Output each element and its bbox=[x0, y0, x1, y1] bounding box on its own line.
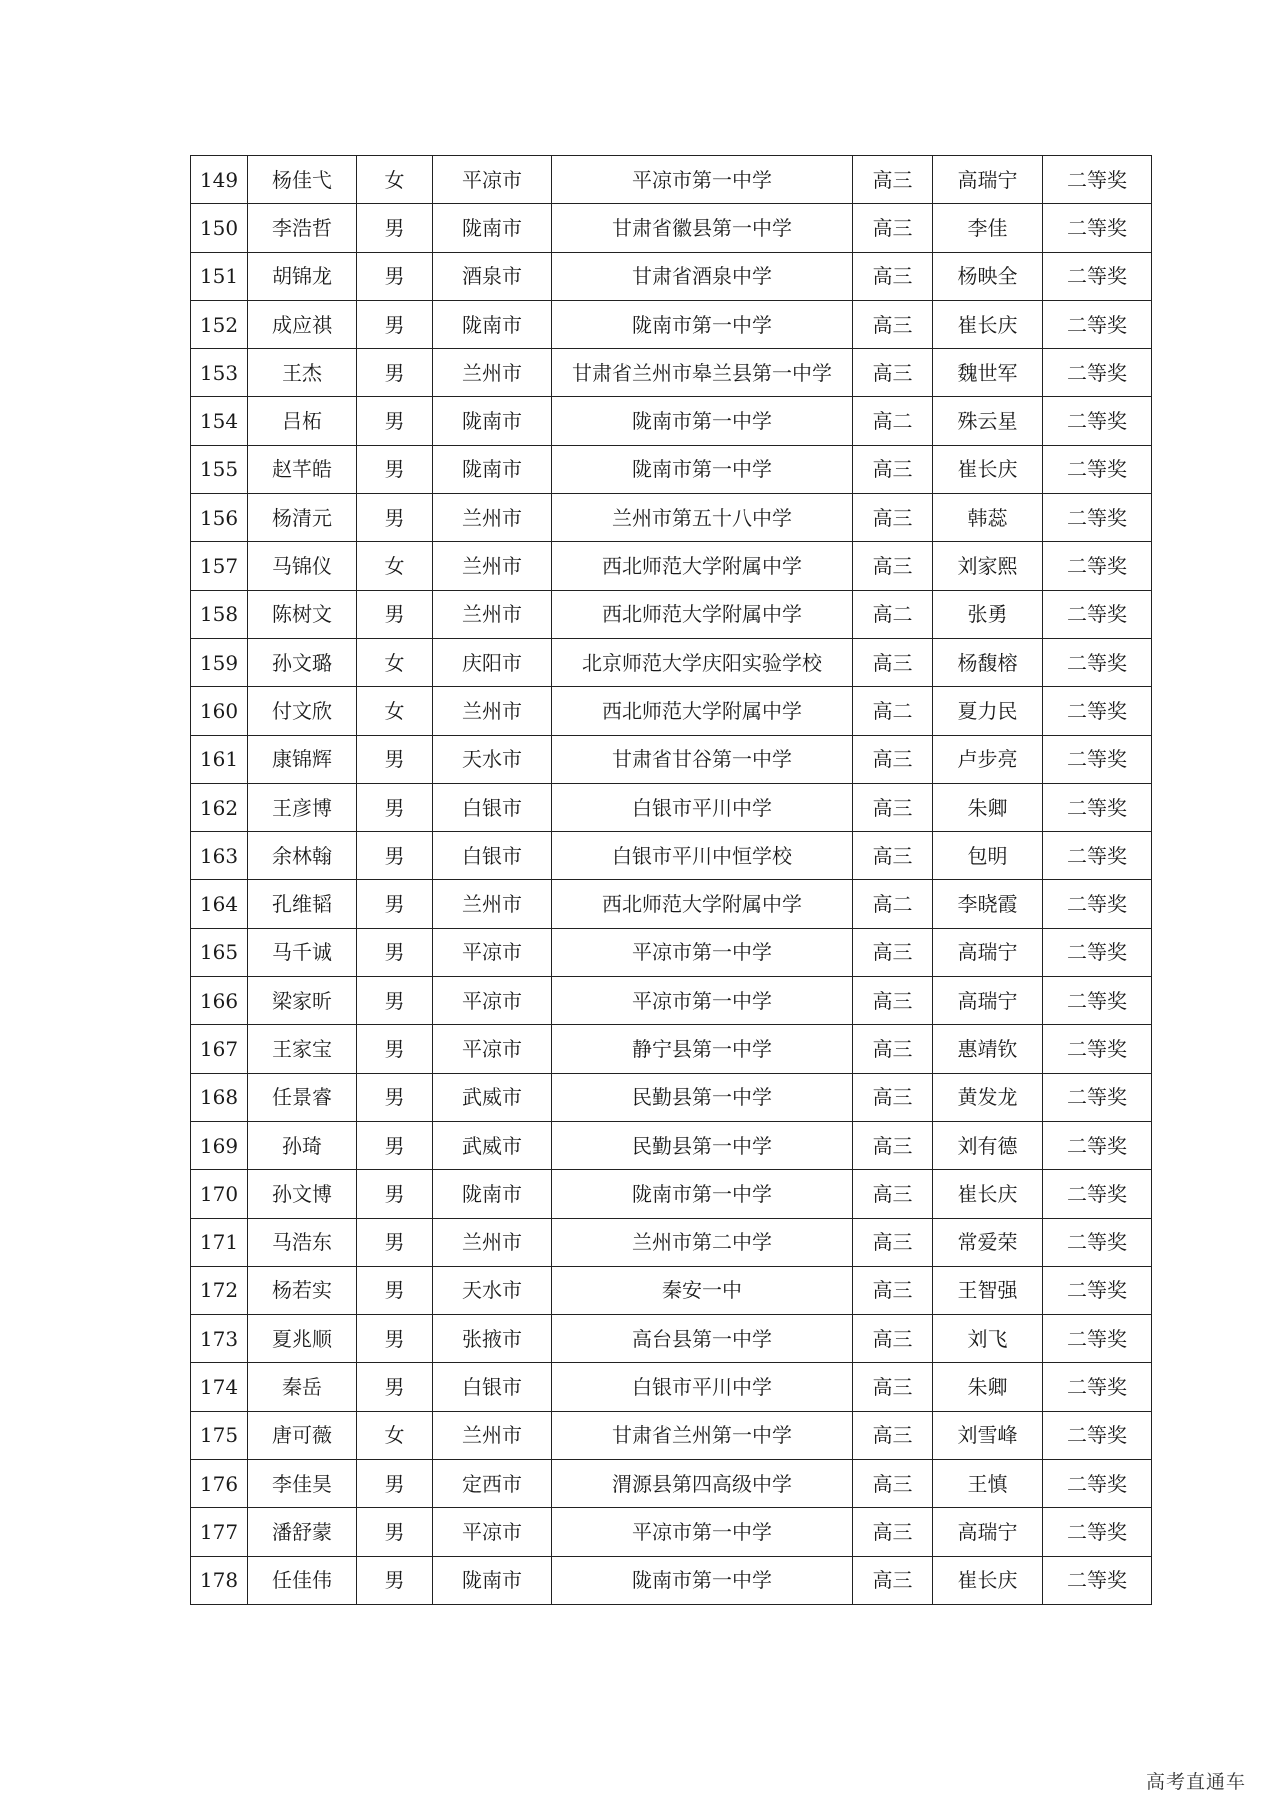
cell-grade: 高二 bbox=[853, 687, 933, 735]
cell-school: 陇南市第一中学 bbox=[552, 445, 853, 493]
cell-award: 二等奖 bbox=[1043, 204, 1152, 252]
cell-school: 平凉市第一中学 bbox=[552, 156, 853, 204]
cell-school: 兰州市第二中学 bbox=[552, 1218, 853, 1266]
cell-teacher: 黄发龙 bbox=[933, 1073, 1043, 1121]
cell-school: 白银市平川中学 bbox=[552, 1363, 853, 1411]
cell-grade: 高三 bbox=[853, 1315, 933, 1363]
cell-number: 151 bbox=[191, 252, 248, 300]
cell-award: 二等奖 bbox=[1043, 1121, 1152, 1169]
table-row bbox=[191, 397, 1152, 445]
table-row bbox=[191, 1363, 1152, 1411]
cell-teacher: 高瑞宁 bbox=[933, 977, 1043, 1025]
cell-school: 兰州市第五十八中学 bbox=[552, 494, 853, 542]
cell-award: 二等奖 bbox=[1043, 1508, 1152, 1556]
cell-teacher: 魏世军 bbox=[933, 349, 1043, 397]
cell-gender: 男 bbox=[357, 300, 433, 348]
cell-grade: 高三 bbox=[853, 977, 933, 1025]
cell-gender: 男 bbox=[357, 832, 433, 880]
cell-gender: 男 bbox=[357, 445, 433, 493]
cell-name: 赵芊皓 bbox=[248, 445, 357, 493]
cell-city: 武威市 bbox=[433, 1121, 552, 1169]
cell-teacher: 崔长庆 bbox=[933, 300, 1043, 348]
table-row bbox=[191, 349, 1152, 397]
cell-grade: 高三 bbox=[853, 1121, 933, 1169]
cell-city: 陇南市 bbox=[433, 204, 552, 252]
table-row bbox=[191, 590, 1152, 638]
cell-number: 162 bbox=[191, 783, 248, 831]
cell-teacher: 包明 bbox=[933, 832, 1043, 880]
cell-name: 马锦仪 bbox=[248, 542, 357, 590]
table-row bbox=[191, 542, 1152, 590]
cell-number: 156 bbox=[191, 494, 248, 542]
cell-city: 天水市 bbox=[433, 1266, 552, 1314]
cell-school: 甘肃省酒泉中学 bbox=[552, 252, 853, 300]
cell-number: 178 bbox=[191, 1556, 248, 1604]
cell-school: 渭源县第四高级中学 bbox=[552, 1460, 853, 1508]
cell-gender: 男 bbox=[357, 252, 433, 300]
cell-gender: 女 bbox=[357, 638, 433, 686]
cell-number: 169 bbox=[191, 1121, 248, 1169]
cell-number: 165 bbox=[191, 928, 248, 976]
table-row bbox=[191, 977, 1152, 1025]
cell-gender: 男 bbox=[357, 1218, 433, 1266]
cell-name: 吕柘 bbox=[248, 397, 357, 445]
cell-gender: 男 bbox=[357, 204, 433, 252]
cell-name: 孙琦 bbox=[248, 1121, 357, 1169]
cell-city: 平凉市 bbox=[433, 928, 552, 976]
cell-city: 张掖市 bbox=[433, 1315, 552, 1363]
cell-school: 甘肃省兰州市皋兰县第一中学 bbox=[552, 349, 853, 397]
cell-teacher: 王智强 bbox=[933, 1266, 1043, 1314]
award-table-body bbox=[191, 156, 1152, 1605]
cell-gender: 男 bbox=[357, 1460, 433, 1508]
table-row bbox=[191, 445, 1152, 493]
table-row bbox=[191, 880, 1152, 928]
cell-city: 白银市 bbox=[433, 783, 552, 831]
cell-gender: 男 bbox=[357, 1556, 433, 1604]
cell-grade: 高三 bbox=[853, 1073, 933, 1121]
award-table-container bbox=[190, 155, 1151, 1605]
table-row bbox=[191, 638, 1152, 686]
cell-gender: 男 bbox=[357, 1170, 433, 1218]
cell-name: 康锦辉 bbox=[248, 735, 357, 783]
cell-city: 兰州市 bbox=[433, 1411, 552, 1459]
table-row bbox=[191, 494, 1152, 542]
cell-number: 160 bbox=[191, 687, 248, 735]
cell-award: 二等奖 bbox=[1043, 349, 1152, 397]
table-row bbox=[191, 735, 1152, 783]
cell-grade: 高三 bbox=[853, 542, 933, 590]
cell-city: 陇南市 bbox=[433, 397, 552, 445]
cell-grade: 高二 bbox=[853, 397, 933, 445]
cell-award: 二等奖 bbox=[1043, 928, 1152, 976]
cell-city: 兰州市 bbox=[433, 349, 552, 397]
table-row bbox=[191, 300, 1152, 348]
cell-grade: 高三 bbox=[853, 1170, 933, 1218]
table-row bbox=[191, 1460, 1152, 1508]
cell-teacher: 刘雪峰 bbox=[933, 1411, 1043, 1459]
cell-name: 潘舒蒙 bbox=[248, 1508, 357, 1556]
cell-teacher: 韩蕊 bbox=[933, 494, 1043, 542]
cell-award: 二等奖 bbox=[1043, 1218, 1152, 1266]
watermark-text: 高考直通车 bbox=[1145, 1771, 1246, 1793]
cell-number: 173 bbox=[191, 1315, 248, 1363]
cell-school: 平凉市第一中学 bbox=[552, 977, 853, 1025]
cell-teacher: 李佳 bbox=[933, 204, 1043, 252]
table-row bbox=[191, 687, 1152, 735]
cell-name: 唐可薇 bbox=[248, 1411, 357, 1459]
cell-city: 陇南市 bbox=[433, 1556, 552, 1604]
table-row bbox=[191, 1218, 1152, 1266]
table-row bbox=[191, 1411, 1152, 1459]
cell-city: 定西市 bbox=[433, 1460, 552, 1508]
cell-grade: 高三 bbox=[853, 1556, 933, 1604]
cell-teacher: 惠靖钦 bbox=[933, 1025, 1043, 1073]
cell-gender: 男 bbox=[357, 1266, 433, 1314]
cell-teacher: 崔长庆 bbox=[933, 1170, 1043, 1218]
cell-grade: 高三 bbox=[853, 1025, 933, 1073]
cell-number: 171 bbox=[191, 1218, 248, 1266]
cell-grade: 高三 bbox=[853, 300, 933, 348]
cell-gender: 男 bbox=[357, 880, 433, 928]
table-row bbox=[191, 1073, 1152, 1121]
cell-gender: 女 bbox=[357, 542, 433, 590]
cell-number: 174 bbox=[191, 1363, 248, 1411]
cell-teacher: 夏力民 bbox=[933, 687, 1043, 735]
cell-number: 150 bbox=[191, 204, 248, 252]
cell-city: 平凉市 bbox=[433, 977, 552, 1025]
cell-name: 梁家昕 bbox=[248, 977, 357, 1025]
cell-name: 秦岳 bbox=[248, 1363, 357, 1411]
cell-number: 153 bbox=[191, 349, 248, 397]
cell-award: 二等奖 bbox=[1043, 1266, 1152, 1314]
cell-gender: 男 bbox=[357, 494, 433, 542]
cell-name: 任景睿 bbox=[248, 1073, 357, 1121]
cell-school: 民勤县第一中学 bbox=[552, 1121, 853, 1169]
cell-name: 王彦博 bbox=[248, 783, 357, 831]
cell-gender: 男 bbox=[357, 1073, 433, 1121]
cell-teacher: 崔长庆 bbox=[933, 1556, 1043, 1604]
cell-award: 二等奖 bbox=[1043, 687, 1152, 735]
cell-school: 陇南市第一中学 bbox=[552, 1170, 853, 1218]
table-row bbox=[191, 1121, 1152, 1169]
cell-grade: 高三 bbox=[853, 735, 933, 783]
cell-number: 172 bbox=[191, 1266, 248, 1314]
cell-city: 白银市 bbox=[433, 1363, 552, 1411]
cell-school: 西北师范大学附属中学 bbox=[552, 542, 853, 590]
cell-name: 成应祺 bbox=[248, 300, 357, 348]
cell-gender: 男 bbox=[357, 1508, 433, 1556]
cell-gender: 男 bbox=[357, 1025, 433, 1073]
cell-school: 甘肃省兰州第一中学 bbox=[552, 1411, 853, 1459]
cell-school: 西北师范大学附属中学 bbox=[552, 880, 853, 928]
cell-teacher: 刘有德 bbox=[933, 1121, 1043, 1169]
cell-school: 甘肃省甘谷第一中学 bbox=[552, 735, 853, 783]
cell-number: 164 bbox=[191, 880, 248, 928]
cell-award: 二等奖 bbox=[1043, 494, 1152, 542]
cell-number: 157 bbox=[191, 542, 248, 590]
table-row bbox=[191, 832, 1152, 880]
table-row bbox=[191, 252, 1152, 300]
cell-teacher: 李晓霞 bbox=[933, 880, 1043, 928]
cell-award: 二等奖 bbox=[1043, 1556, 1152, 1604]
cell-teacher: 杨馥榕 bbox=[933, 638, 1043, 686]
cell-teacher: 刘家熙 bbox=[933, 542, 1043, 590]
cell-award: 二等奖 bbox=[1043, 1315, 1152, 1363]
cell-grade: 高三 bbox=[853, 638, 933, 686]
cell-city: 兰州市 bbox=[433, 590, 552, 638]
table-row bbox=[191, 1266, 1152, 1314]
cell-name: 夏兆顺 bbox=[248, 1315, 357, 1363]
table-row bbox=[191, 928, 1152, 976]
cell-grade: 高三 bbox=[853, 832, 933, 880]
cell-school: 高台县第一中学 bbox=[552, 1315, 853, 1363]
cell-school: 陇南市第一中学 bbox=[552, 1556, 853, 1604]
cell-teacher: 杨映全 bbox=[933, 252, 1043, 300]
cell-grade: 高三 bbox=[853, 1460, 933, 1508]
cell-city: 平凉市 bbox=[433, 1508, 552, 1556]
cell-name: 杨佳弋 bbox=[248, 156, 357, 204]
cell-teacher: 高瑞宁 bbox=[933, 156, 1043, 204]
cell-gender: 女 bbox=[357, 1411, 433, 1459]
cell-city: 白银市 bbox=[433, 832, 552, 880]
cell-number: 163 bbox=[191, 832, 248, 880]
cell-city: 兰州市 bbox=[433, 1218, 552, 1266]
cell-school: 北京师范大学庆阳实验学校 bbox=[552, 638, 853, 686]
table-row bbox=[191, 1315, 1152, 1363]
cell-number: 175 bbox=[191, 1411, 248, 1459]
cell-name: 王杰 bbox=[248, 349, 357, 397]
cell-gender: 男 bbox=[357, 735, 433, 783]
award-table bbox=[190, 155, 1152, 1605]
cell-teacher: 张勇 bbox=[933, 590, 1043, 638]
cell-school: 秦安一中 bbox=[552, 1266, 853, 1314]
cell-teacher: 高瑞宁 bbox=[933, 1508, 1043, 1556]
cell-name: 任佳伟 bbox=[248, 1556, 357, 1604]
cell-award: 二等奖 bbox=[1043, 397, 1152, 445]
cell-teacher: 殊云星 bbox=[933, 397, 1043, 445]
cell-city: 陇南市 bbox=[433, 1170, 552, 1218]
cell-name: 杨清元 bbox=[248, 494, 357, 542]
cell-name: 孙文博 bbox=[248, 1170, 357, 1218]
cell-grade: 高三 bbox=[853, 1218, 933, 1266]
cell-award: 二等奖 bbox=[1043, 638, 1152, 686]
cell-city: 兰州市 bbox=[433, 494, 552, 542]
cell-name: 胡锦龙 bbox=[248, 252, 357, 300]
cell-grade: 高二 bbox=[853, 880, 933, 928]
cell-name: 杨若实 bbox=[248, 1266, 357, 1314]
cell-grade: 高三 bbox=[853, 1508, 933, 1556]
cell-number: 149 bbox=[191, 156, 248, 204]
cell-grade: 高二 bbox=[853, 590, 933, 638]
table-row bbox=[191, 1508, 1152, 1556]
cell-number: 170 bbox=[191, 1170, 248, 1218]
cell-gender: 男 bbox=[357, 928, 433, 976]
cell-award: 二等奖 bbox=[1043, 300, 1152, 348]
cell-award: 二等奖 bbox=[1043, 735, 1152, 783]
cell-number: 155 bbox=[191, 445, 248, 493]
cell-name: 马千诚 bbox=[248, 928, 357, 976]
table-row bbox=[191, 156, 1152, 204]
cell-award: 二等奖 bbox=[1043, 1170, 1152, 1218]
cell-name: 马浩东 bbox=[248, 1218, 357, 1266]
cell-school: 白银市平川中恒学校 bbox=[552, 832, 853, 880]
cell-gender: 男 bbox=[357, 397, 433, 445]
cell-school: 西北师范大学附属中学 bbox=[552, 687, 853, 735]
cell-teacher: 崔长庆 bbox=[933, 445, 1043, 493]
cell-city: 陇南市 bbox=[433, 445, 552, 493]
cell-teacher: 朱卿 bbox=[933, 1363, 1043, 1411]
cell-school: 民勤县第一中学 bbox=[552, 1073, 853, 1121]
cell-grade: 高三 bbox=[853, 783, 933, 831]
cell-teacher: 朱卿 bbox=[933, 783, 1043, 831]
cell-grade: 高三 bbox=[853, 445, 933, 493]
cell-gender: 男 bbox=[357, 349, 433, 397]
cell-gender: 男 bbox=[357, 1363, 433, 1411]
cell-city: 平凉市 bbox=[433, 156, 552, 204]
cell-number: 167 bbox=[191, 1025, 248, 1073]
cell-award: 二等奖 bbox=[1043, 156, 1152, 204]
cell-award: 二等奖 bbox=[1043, 1073, 1152, 1121]
cell-grade: 高三 bbox=[853, 1363, 933, 1411]
cell-school: 西北师范大学附属中学 bbox=[552, 590, 853, 638]
cell-name: 孙文璐 bbox=[248, 638, 357, 686]
cell-city: 兰州市 bbox=[433, 687, 552, 735]
cell-school: 陇南市第一中学 bbox=[552, 397, 853, 445]
cell-name: 余林翰 bbox=[248, 832, 357, 880]
cell-school: 白银市平川中学 bbox=[552, 783, 853, 831]
cell-number: 166 bbox=[191, 977, 248, 1025]
cell-number: 154 bbox=[191, 397, 248, 445]
cell-teacher: 高瑞宁 bbox=[933, 928, 1043, 976]
cell-teacher: 常爱荣 bbox=[933, 1218, 1043, 1266]
cell-award: 二等奖 bbox=[1043, 977, 1152, 1025]
cell-teacher: 卢步亮 bbox=[933, 735, 1043, 783]
cell-number: 158 bbox=[191, 590, 248, 638]
table-row bbox=[191, 1025, 1152, 1073]
cell-number: 161 bbox=[191, 735, 248, 783]
cell-school: 静宁县第一中学 bbox=[552, 1025, 853, 1073]
cell-city: 武威市 bbox=[433, 1073, 552, 1121]
cell-grade: 高三 bbox=[853, 156, 933, 204]
cell-award: 二等奖 bbox=[1043, 1025, 1152, 1073]
table-row bbox=[191, 1556, 1152, 1604]
cell-school: 甘肃省徽县第一中学 bbox=[552, 204, 853, 252]
cell-name: 陈树文 bbox=[248, 590, 357, 638]
cell-city: 庆阳市 bbox=[433, 638, 552, 686]
cell-number: 177 bbox=[191, 1508, 248, 1556]
cell-grade: 高三 bbox=[853, 928, 933, 976]
cell-teacher: 刘飞 bbox=[933, 1315, 1043, 1363]
table-row bbox=[191, 1170, 1152, 1218]
cell-city: 兰州市 bbox=[433, 542, 552, 590]
cell-grade: 高三 bbox=[853, 1411, 933, 1459]
cell-school: 平凉市第一中学 bbox=[552, 928, 853, 976]
cell-teacher: 王慎 bbox=[933, 1460, 1043, 1508]
cell-grade: 高三 bbox=[853, 494, 933, 542]
cell-city: 陇南市 bbox=[433, 300, 552, 348]
cell-school: 平凉市第一中学 bbox=[552, 1508, 853, 1556]
cell-award: 二等奖 bbox=[1043, 590, 1152, 638]
cell-gender: 女 bbox=[357, 156, 433, 204]
cell-gender: 男 bbox=[357, 783, 433, 831]
cell-gender: 男 bbox=[357, 590, 433, 638]
cell-city: 兰州市 bbox=[433, 880, 552, 928]
cell-gender: 男 bbox=[357, 977, 433, 1025]
cell-gender: 男 bbox=[357, 1121, 433, 1169]
cell-award: 二等奖 bbox=[1043, 880, 1152, 928]
table-row bbox=[191, 783, 1152, 831]
cell-city: 平凉市 bbox=[433, 1025, 552, 1073]
cell-school: 陇南市第一中学 bbox=[552, 300, 853, 348]
cell-number: 168 bbox=[191, 1073, 248, 1121]
cell-award: 二等奖 bbox=[1043, 445, 1152, 493]
cell-grade: 高三 bbox=[853, 1266, 933, 1314]
cell-name: 李佳昊 bbox=[248, 1460, 357, 1508]
cell-number: 159 bbox=[191, 638, 248, 686]
cell-name: 李浩哲 bbox=[248, 204, 357, 252]
cell-grade: 高三 bbox=[853, 349, 933, 397]
cell-award: 二等奖 bbox=[1043, 832, 1152, 880]
cell-number: 152 bbox=[191, 300, 248, 348]
cell-city: 酒泉市 bbox=[433, 252, 552, 300]
cell-award: 二等奖 bbox=[1043, 1411, 1152, 1459]
cell-name: 付文欣 bbox=[248, 687, 357, 735]
cell-gender: 女 bbox=[357, 687, 433, 735]
cell-award: 二等奖 bbox=[1043, 542, 1152, 590]
cell-city: 天水市 bbox=[433, 735, 552, 783]
cell-gender: 男 bbox=[357, 1315, 433, 1363]
table-row bbox=[191, 204, 1152, 252]
cell-name: 王家宝 bbox=[248, 1025, 357, 1073]
cell-award: 二等奖 bbox=[1043, 252, 1152, 300]
cell-award: 二等奖 bbox=[1043, 783, 1152, 831]
cell-name: 孔维韬 bbox=[248, 880, 357, 928]
cell-award: 二等奖 bbox=[1043, 1460, 1152, 1508]
cell-grade: 高三 bbox=[853, 204, 933, 252]
cell-award: 二等奖 bbox=[1043, 1363, 1152, 1411]
cell-grade: 高三 bbox=[853, 252, 933, 300]
cell-number: 176 bbox=[191, 1460, 248, 1508]
